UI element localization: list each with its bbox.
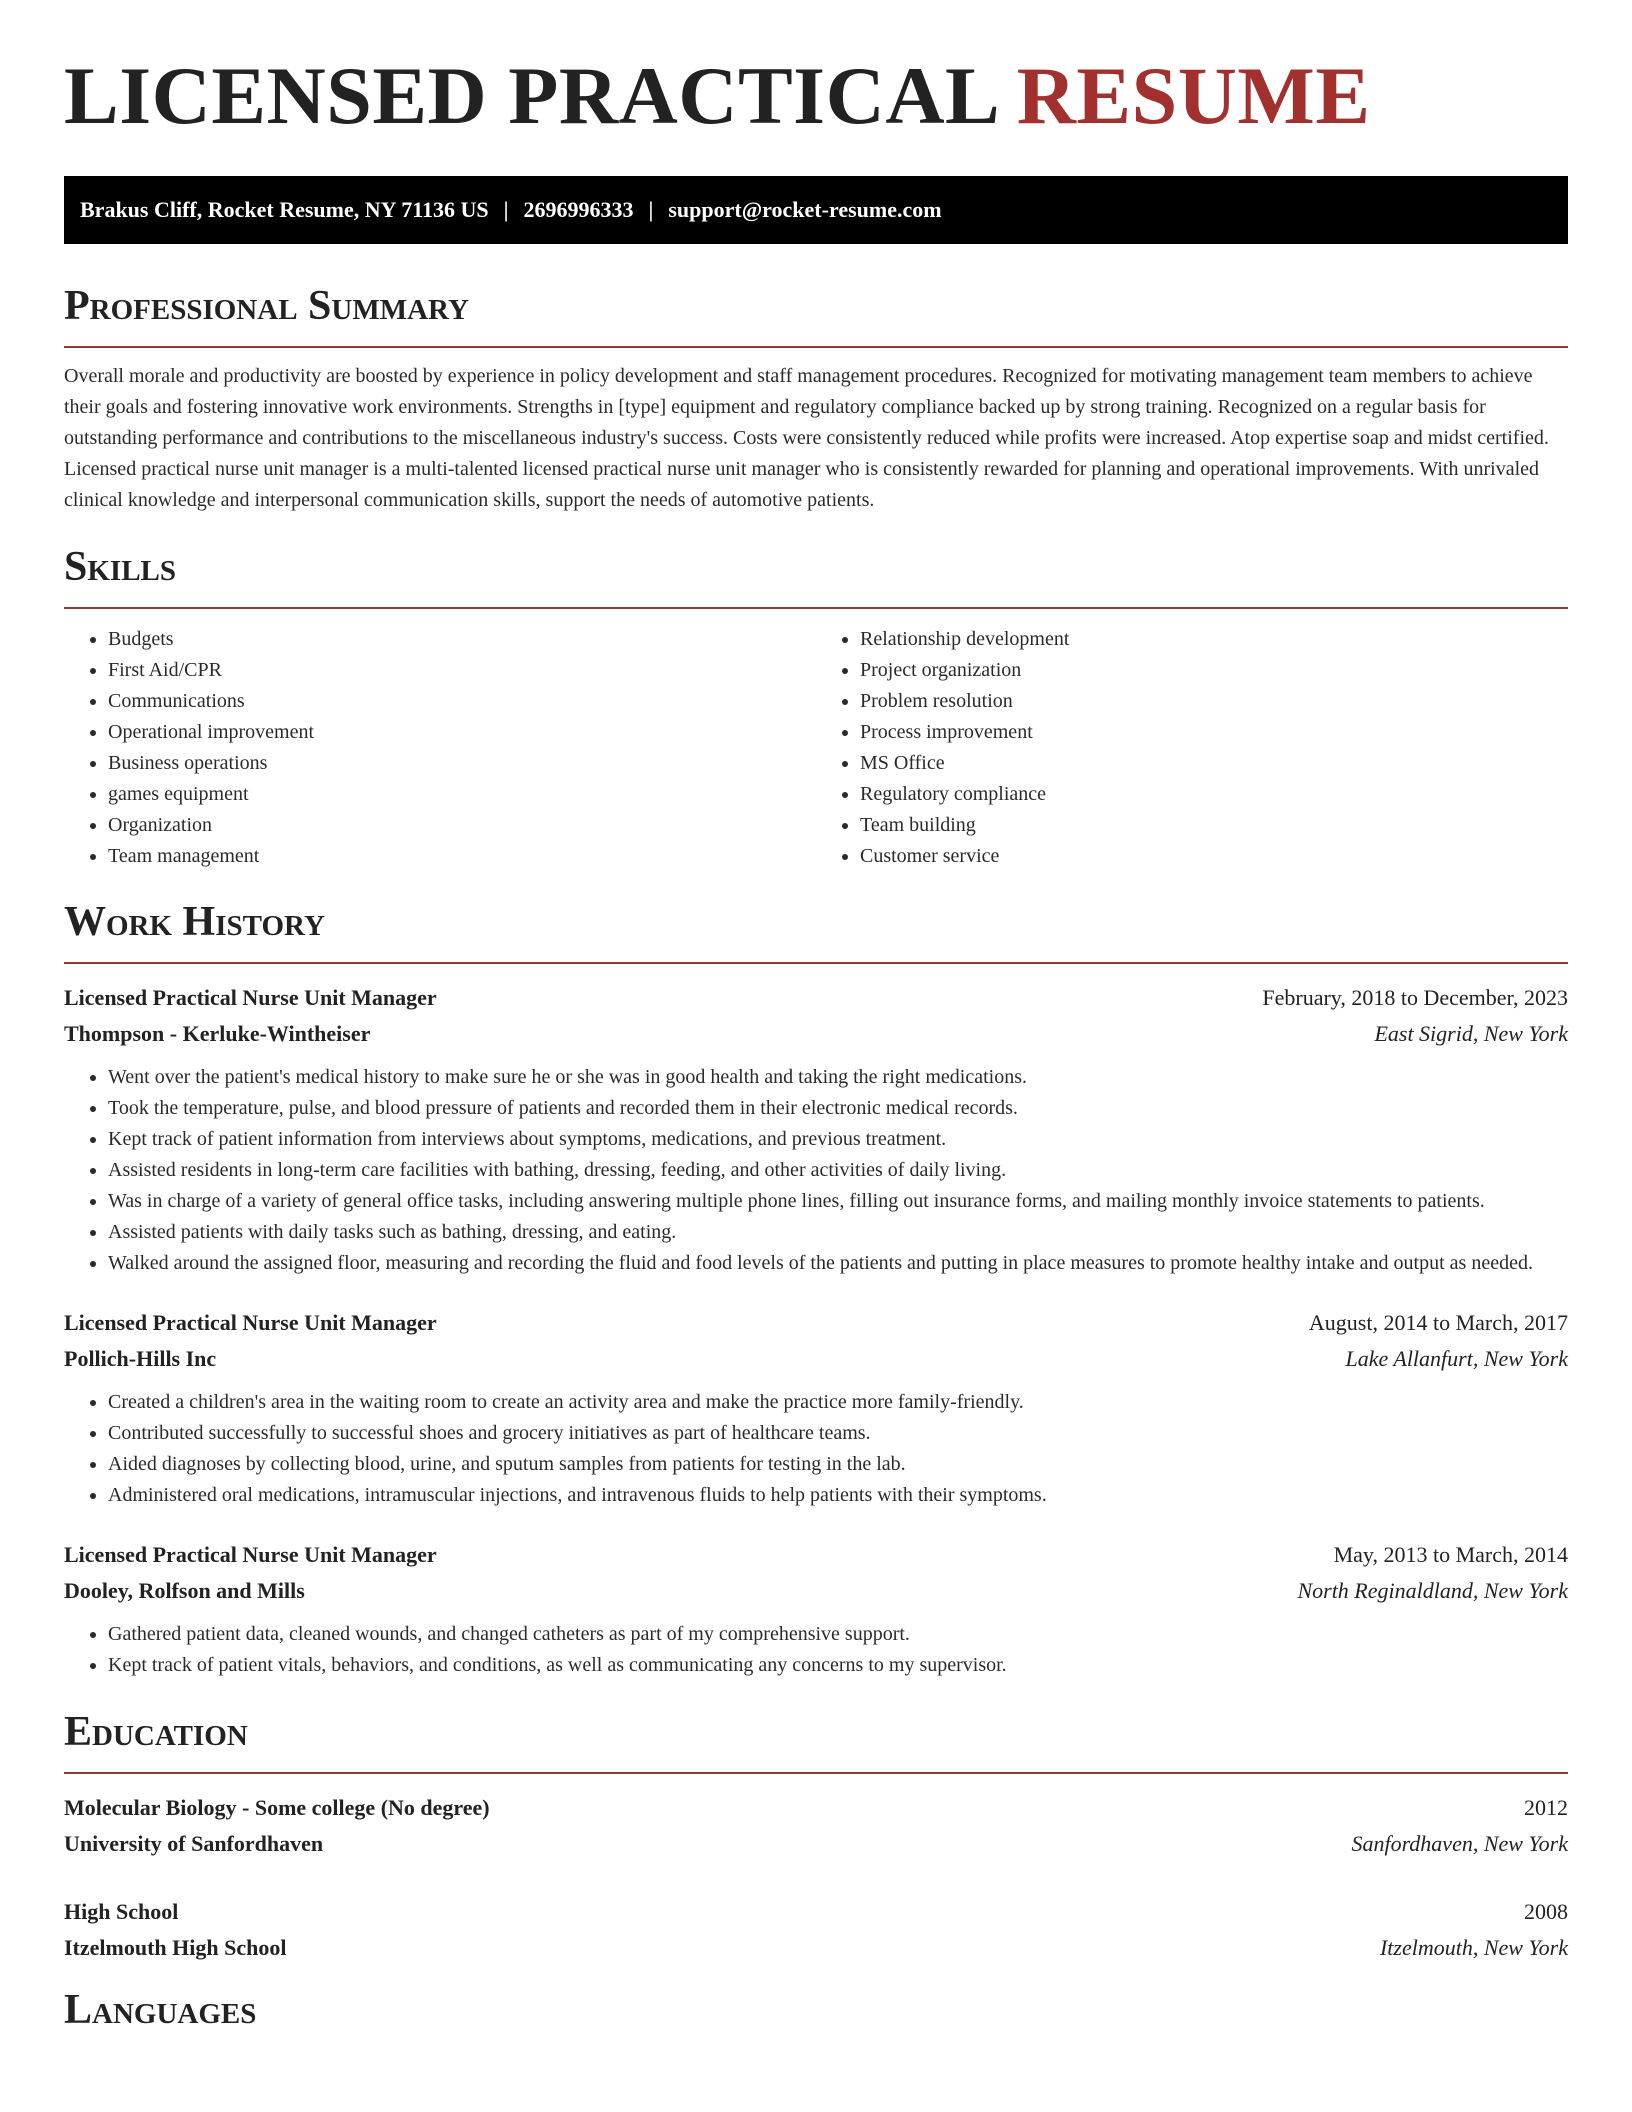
- job-company: Thompson - Kerluke-Wintheiser: [64, 1021, 371, 1046]
- job-duties: [64, 1387, 1568, 1511]
- skill-item: • Team management: [108, 841, 816, 872]
- job-title: Licensed Practical Nurse Unit Manager: [64, 1542, 437, 1567]
- job-duties: [64, 1619, 1568, 1681]
- education-header: [64, 1894, 1568, 1930]
- skill-item: • Process improvement: [860, 717, 1568, 748]
- skill-item: • Relationship development: [860, 624, 1568, 655]
- education-entry: [64, 1790, 1568, 1862]
- job-title: Licensed Practical Nurse Unit Manager: [64, 1310, 437, 1335]
- contact-bar: [64, 176, 1568, 244]
- job-title: Licensed Practical Nurse Unit Manager: [64, 985, 437, 1010]
- skill-item: • Problem resolution: [860, 686, 1568, 717]
- contact-phone: 2696996333: [523, 197, 634, 222]
- work-heading: Work History: [64, 899, 325, 945]
- job-header: [64, 1537, 1568, 1573]
- job-dates: May, 2013 to March, 2014: [1333, 1542, 1568, 1567]
- job-entry: [64, 980, 1568, 1279]
- skills-list-right: [816, 624, 1568, 872]
- duty-item: • Contributed successfully to successful shoes and grocery initiatives as part of healthcare teams.: [108, 1418, 1568, 1449]
- skill-item: • Operational improvement: [108, 717, 816, 748]
- education-school: Itzelmouth High School: [64, 1935, 287, 1960]
- education-subheader: [64, 1826, 1568, 1862]
- next-section-heading: Languages: [64, 1987, 257, 2033]
- education-subheader: [64, 1930, 1568, 1966]
- skill-item: • Communications: [108, 686, 816, 717]
- skill-item: • Regulatory compliance: [860, 779, 1568, 810]
- job-company: Dooley, Rolfson and Mills: [64, 1578, 305, 1603]
- job-company: Pollich-Hills Inc: [64, 1346, 217, 1371]
- job-subheader: [64, 1573, 1568, 1609]
- job-location: Lake Allanfurt, New York: [1345, 1346, 1568, 1371]
- job-entry: [64, 1305, 1568, 1511]
- skill-item: • Budgets: [108, 624, 816, 655]
- summary-heading: Professional Summary: [64, 283, 469, 329]
- job-duties: [64, 1062, 1568, 1279]
- summary-text: Overall morale and productivity are boosted by experience in policy development and staff management procedures. Recognized for motivating management team members to achieve their goals and fostering innovative work environments. Strengths in [type] equipment and regulatory compliance backed up by strong training. Recognized on a regular basis for outstanding performance and contributions to the miscellaneous industry's success. Costs were consistently reduced while profits were increased. Atop expertise soap and midst certified. Licensed practical nurse unit manager is a multi-talented licensed practical nurse unit manager who is consistently rewarded for planning and operational improvements. With unrivaled clinical knowledge and interpersonal communication skills, support the needs of automotive patients.: [64, 365, 1549, 511]
- education-year: 2008: [1524, 1899, 1568, 1924]
- duty-item: • Created a children's area in the waiting room to create an activity area and make the practice more family-friendly.: [108, 1387, 1568, 1418]
- skills-list-left: [64, 624, 816, 872]
- section-divider: [64, 1772, 1568, 1774]
- education-degree: High School: [64, 1899, 179, 1924]
- duty-item: • Walked around the assigned floor, measuring and recording the fluid and food levels of the patients and putting in place measures to promote healthy intake and output as needed.: [108, 1248, 1568, 1279]
- duty-item: • Kept track of patient information from interviews about symptoms, medications, and previous treatment.: [108, 1124, 1568, 1155]
- duty-item: • Administered oral medications, intramuscular injections, and intravenous fluids to help patients with their symptoms.: [108, 1480, 1568, 1511]
- duty-item: • Kept track of patient vitals, behaviors, and conditions, as well as communicating any concerns to my supervisor.: [108, 1650, 1568, 1681]
- resume-title: [64, 0, 1568, 141]
- duty-item: • Took the temperature, pulse, and blood pressure of patients and recorded them in their electronic medical records.: [108, 1093, 1568, 1124]
- skill-item: • Organization: [108, 810, 816, 841]
- title-accent: RESUME: [1016, 50, 1371, 141]
- education-school: University of Sanfordhaven: [64, 1831, 324, 1856]
- job-subheader: [64, 1016, 1568, 1052]
- duty-item: • Assisted patients with daily tasks such as bathing, dressing, and eating.: [108, 1217, 1568, 1248]
- contact-separator: |: [503, 197, 509, 222]
- skill-item: • Business operations: [108, 748, 816, 779]
- job-dates: August, 2014 to March, 2017: [1308, 1310, 1568, 1335]
- job-location: North Reginaldland, New York: [1297, 1578, 1568, 1603]
- skill-item: • Customer service: [860, 841, 1568, 872]
- education-entry: [64, 1894, 1568, 1966]
- duty-item: • Assisted residents in long-term care facilities with bathing, dressing, feeding, and other activities of daily living.: [108, 1155, 1568, 1186]
- skill-item: • First Aid/CPR: [108, 655, 816, 686]
- contact-email: support@rocket-resume.com: [668, 197, 942, 222]
- skills-columns: [64, 624, 1568, 872]
- education-location: Sanfordhaven, New York: [1351, 1831, 1568, 1856]
- duty-item: • Gathered patient data, cleaned wounds, and changed catheters as part of my comprehensive support.: [108, 1619, 1568, 1650]
- skill-item: • Team building: [860, 810, 1568, 841]
- skills-heading: Skills: [64, 544, 177, 590]
- education-year: 2012: [1524, 1795, 1568, 1820]
- education-location: Itzelmouth, New York: [1379, 1935, 1568, 1960]
- job-entry: [64, 1537, 1568, 1681]
- contact-address: Brakus Cliff, Rocket Resume, NY 71136 US: [80, 197, 489, 222]
- job-subheader: [64, 1341, 1568, 1377]
- contact-separator: |: [648, 197, 654, 222]
- education-heading: Education: [64, 1709, 248, 1755]
- section-divider: [64, 607, 1568, 609]
- title-main: LICENSED PRACTICAL: [64, 50, 996, 141]
- education-header: [64, 1790, 1568, 1826]
- skill-item: • MS Office: [860, 748, 1568, 779]
- education-degree: Molecular Biology - Some college (No degree): [64, 1795, 490, 1820]
- job-dates: February, 2018 to December, 2023: [1262, 985, 1568, 1010]
- skill-item: • games equipment: [108, 779, 816, 810]
- section-divider: [64, 346, 1568, 348]
- section-divider: [64, 962, 1568, 964]
- skill-item: • Project organization: [860, 655, 1568, 686]
- job-header: [64, 1305, 1568, 1341]
- job-header: [64, 980, 1568, 1016]
- duty-item: • Aided diagnoses by collecting blood, urine, and sputum samples from patients for testing in the lab.: [108, 1449, 1568, 1480]
- job-location: East Sigrid, New York: [1374, 1021, 1568, 1046]
- duty-item: • Went over the patient's medical history to make sure he or she was in good health and taking the right medications.: [108, 1062, 1568, 1093]
- duty-item: • Was in charge of a variety of general office tasks, including answering multiple phone lines, filling out insurance forms, and mailing monthly invoice statements to patients.: [108, 1186, 1568, 1217]
